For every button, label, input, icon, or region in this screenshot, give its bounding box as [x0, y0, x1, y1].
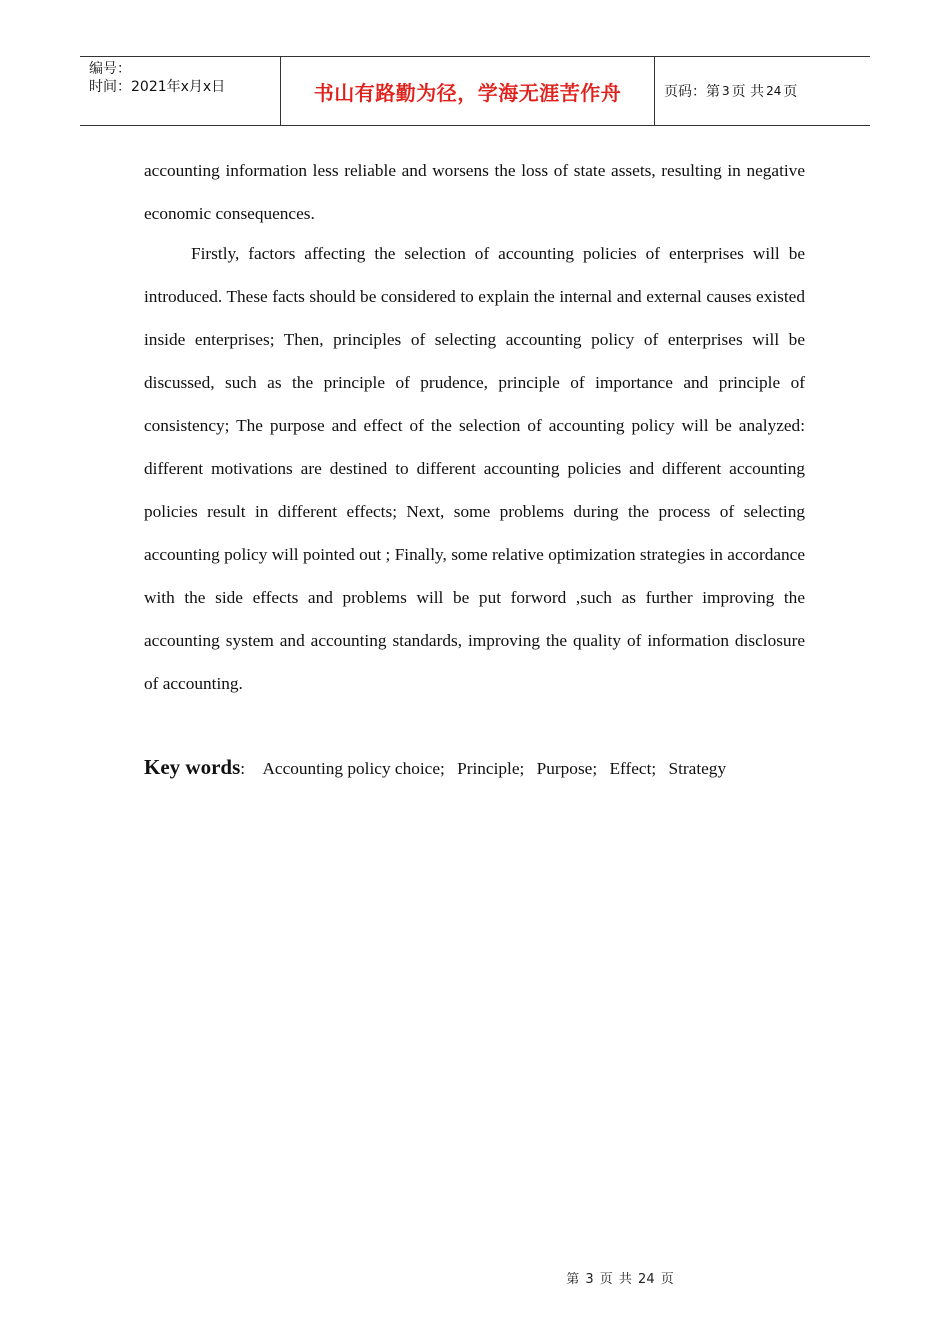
- date-label: 时间：2021年x月x日: [89, 79, 226, 95]
- header-meta: [80, 57, 281, 125]
- page-current: 3: [722, 84, 730, 98]
- page-suffix: 页: [783, 84, 798, 100]
- serial-label: 编号：: [89, 61, 131, 77]
- keywords-colon: :: [240, 759, 246, 778]
- keyword-item: Effect;: [609, 759, 657, 778]
- keyword-item: Principle;: [457, 759, 525, 778]
- abstract-body: [144, 149, 805, 705]
- page-header: [80, 56, 870, 126]
- paragraph-continued: accounting information less reliable and worsens the loss of state assets, resulting in negative economic consequences.: [144, 161, 805, 223]
- header-motto: 书山有路勤为径，学海无涯苦作舟: [281, 57, 655, 125]
- header-page-number: [655, 57, 870, 125]
- keywords-label: Key words: [144, 755, 241, 779]
- page-footer: 第 3 页 共 24 页: [566, 1272, 674, 1287]
- keyword-item: Strategy: [668, 759, 727, 778]
- paragraph-main: Firstly, factors affecting the selection of accounting policies of enterprises will be introduced. These facts should be considered to explain the internal and external causes existed inside enterprises; Then, principles of selecting accounting policy of enterprises will be discussed, such as the principle of prudence, principle of importance and principle of consistency; The purpose and effect of the selection of accounting policy will be analyzed: different motivations are destined to different accounting policies and different accounting policies result in different effects; Next, some problems during the process of selecting accounting policy will pointed out ; Finally, some relative optimization strategies in accordance with the side effects and problems will be put forword ,such as further improving the accounting system and accounting standards, improving the quality of information disclosure of accounting.: [144, 244, 805, 693]
- page-prefix: 页码：第: [664, 84, 720, 100]
- keyword-item: Purpose;: [536, 759, 598, 778]
- page-mid: 页 共: [731, 84, 765, 100]
- page-total: 24: [766, 84, 782, 98]
- keywords-line: [144, 755, 844, 780]
- keyword-item: Accounting policy choice;: [262, 759, 445, 778]
